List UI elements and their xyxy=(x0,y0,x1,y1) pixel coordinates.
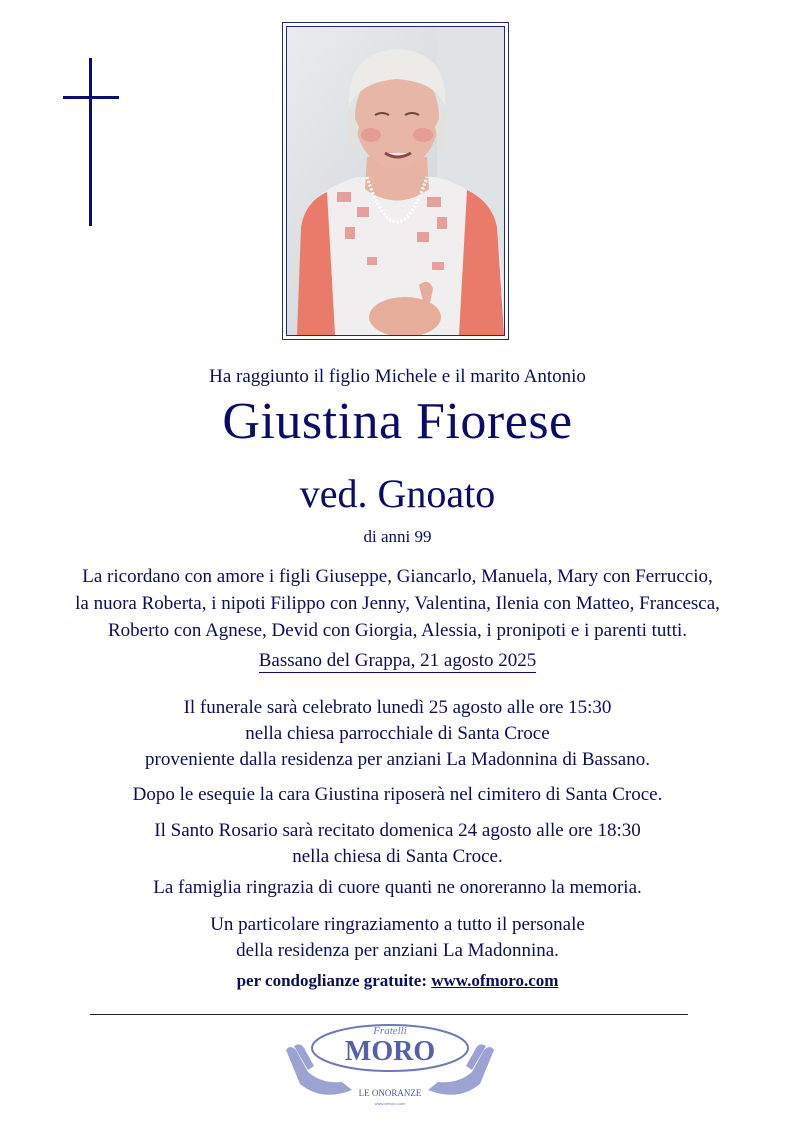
rosary-text xyxy=(0,818,795,870)
mourners-line: la nuora Roberta, i nipoti Filippo con Jenny, Valentina, Ilenia con Matteo, Francesca, xyxy=(75,593,720,614)
logo-bottom: LE ONORANZE xyxy=(358,1088,422,1098)
mourners-text xyxy=(0,563,795,644)
cross-vertical xyxy=(89,58,92,226)
logo-main: MORO xyxy=(344,1036,436,1067)
portrait-photo xyxy=(286,26,505,336)
mourners-line: La ricordano con amore i figli Giuseppe, Giancarlo, Manuela, Mary con Ferruccio, xyxy=(82,566,713,587)
funeral-line: proveniente dalla residenza per anziani La Madonnina di Bassano. xyxy=(145,749,650,770)
cross-horizontal xyxy=(63,96,119,99)
portrait-photo-frame xyxy=(282,22,509,340)
mourners-line: Roberto con Agnese, Devid con Giorgia, Alessia, i pronipoti e i parenti tutti. xyxy=(107,620,688,641)
intro-text: Ha raggiunto il figlio Michele e il marito Antonio xyxy=(209,366,586,387)
place-date-text: Bassano del Grappa, 21 agosto 2025 xyxy=(258,650,537,671)
rosary-line: Il Santo Rosario sarà recitato domenica 24 agosto alle ore 18:30 xyxy=(154,820,641,841)
condolences-label: per condoglianze gratuite: xyxy=(236,971,427,990)
special-thanks-text xyxy=(0,912,795,964)
place-date xyxy=(0,650,795,672)
age-text: di anni 99 xyxy=(363,527,432,546)
burial-text: Dopo le esequie la cara Giustina riposerà nel cimitero di Santa Croce. xyxy=(132,784,663,805)
condolences xyxy=(0,971,795,991)
divider xyxy=(90,1014,688,1015)
company-logo xyxy=(282,1020,498,1108)
funeral-text xyxy=(0,695,795,773)
widow-of: ved. Gnoato xyxy=(299,471,496,516)
rosary-line: nella chiesa di Santa Croce. xyxy=(292,846,503,867)
special-thanks-line: Un particolare ringraziamento a tutto il personale xyxy=(210,914,585,935)
thanks-text: La famiglia ringrazia di cuore quanti ne onoreranno la memoria. xyxy=(153,877,642,898)
deceased-name: Giustina Fiorese xyxy=(222,393,573,450)
cross-icon xyxy=(63,58,119,226)
funeral-line: Il funerale sarà celebrato lunedì 25 agosto alle ore 15:30 xyxy=(183,697,612,718)
logo-small: www.ofmoro.com xyxy=(374,1101,406,1106)
funeral-line: nella chiesa parrocchiale di Santa Croce xyxy=(245,723,550,744)
special-thanks-line: della residenza per anziani La Madonnina. xyxy=(236,940,559,961)
logo-top: Fratelli xyxy=(373,1025,407,1037)
condolences-link[interactable]: www.ofmoro.com xyxy=(431,971,559,990)
